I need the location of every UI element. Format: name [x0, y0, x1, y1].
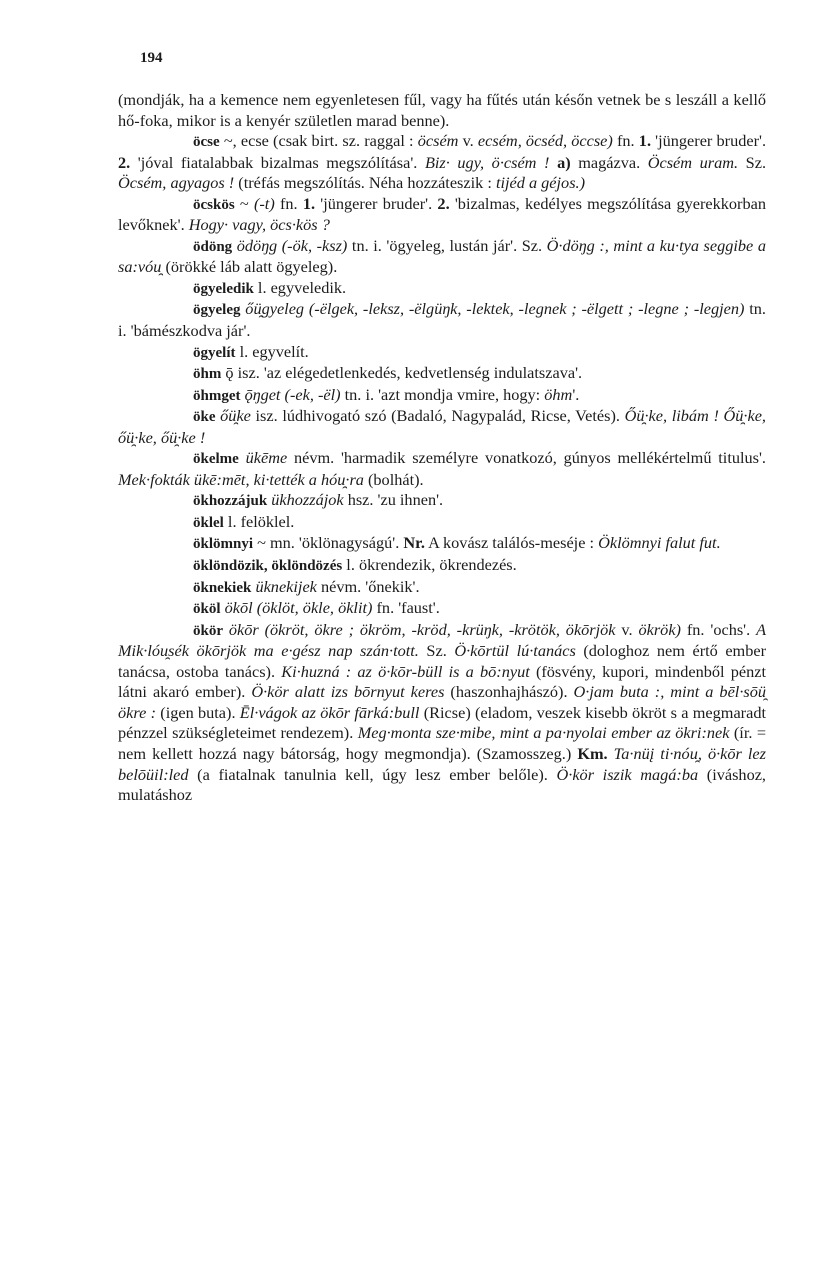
body-text: A kovász találós-meséje :: [424, 533, 599, 553]
body-text: (bolhát).: [363, 469, 424, 489]
body-text: Sz.: [738, 152, 767, 172]
headword: öhm: [193, 366, 222, 383]
italic-text: ökrök): [638, 619, 681, 639]
body-text: magázva.: [570, 152, 648, 172]
italic-text: őü̯ke: [220, 406, 251, 426]
dictionary-entry: [118, 278, 766, 300]
body-text: v.: [615, 619, 639, 639]
headword: ökhozzájuk: [193, 493, 268, 510]
italic-text: tijéd a géjos.): [495, 173, 586, 193]
dictionary-entry: [118, 598, 766, 620]
body-text: névm. 'őnekik'.: [316, 576, 420, 596]
italic-text: öcsém: [417, 131, 459, 151]
body-text: ~, ecse (csak birt. sz. raggal :: [219, 131, 418, 151]
body-text: (dologhoz nem értő ember tanácsa, ostoba tanács).: [118, 641, 767, 681]
italic-text: ecsém, öcséd, öccse): [477, 131, 613, 151]
dictionary-entry: [118, 577, 766, 599]
italic-text: ökōl (öklöt, ökle, öklit): [224, 598, 373, 618]
body-text: 'jóval fiatalabbak bizalmas megszólítása'.: [130, 152, 425, 172]
italic-text: Meg·monta sze·mibe, mint a pa·nyolai ember az ökri:nek: [357, 723, 730, 743]
headword: ökör: [193, 622, 223, 639]
body-text: Sz.: [418, 641, 455, 661]
body-text: '.: [572, 384, 580, 404]
bold-marker: 2.: [437, 193, 450, 213]
bold-marker: Km.: [577, 743, 608, 763]
body-text: 'jüngerer bruder'.: [315, 193, 438, 213]
body-text: (tréfás megszólítás. Néha hozzáteszik :: [234, 173, 496, 193]
body-text: isz. lúdhivogató szó (Badaló, Nagypalád, Ricse, Vetés).: [250, 406, 625, 426]
body-text: (igen buta).: [156, 702, 240, 722]
headword: öcskös: [193, 196, 235, 213]
italic-text: Hogy· vagy, öcs·kös ?: [188, 215, 330, 235]
italic-text: ödöŋg (-ök, -ksz): [236, 235, 348, 255]
headword: ököl: [193, 601, 221, 618]
bold-marker: a): [557, 152, 571, 172]
body-text: tn. i. 'ögyeleg, lustán jár'. Sz.: [347, 235, 547, 255]
dictionary-entry: [118, 490, 766, 512]
body-text: fn.: [612, 131, 639, 151]
body-text: (örökké láb alatt ögyeleg).: [161, 257, 338, 277]
dictionary-entry: [118, 236, 766, 278]
body-text: (ír. = nem kellett hozzá nagy bátorság, hogy megmondja). (Szamosszeg.): [118, 723, 767, 763]
headword: öcse: [193, 134, 220, 151]
italic-text: ökōr (ökröt, ökre ; ökröm, -kröd, -krüŋk, -krötök, ökōrjök: [228, 619, 616, 639]
headword: ökelme: [193, 451, 239, 468]
italic-text: őü̯gyeleg (-ëlgek, -leksz, -ëlgüŋk, -lektek, -legnek ; -ëlgett ; -legne ; -legjen): [245, 299, 745, 319]
body-text: l. ökrendezik, ökrendezés.: [342, 555, 517, 575]
headword: öhmget: [193, 387, 241, 404]
dictionary-entry: [118, 194, 766, 236]
bold-marker: Nr.: [403, 533, 425, 553]
body-text: ~ mn. 'öklönagyságú'.: [253, 533, 404, 553]
italic-text: Ö·kōrtül lú·tanács: [454, 641, 576, 661]
body-text: (haszonhajhászó).: [444, 682, 574, 702]
dictionary-entry: [118, 555, 766, 577]
italic-text: öhm: [544, 384, 573, 404]
italic-text: Öklömnyi falut fut.: [598, 533, 721, 553]
italic-text: Ö·kör iszik magá:ba: [556, 764, 699, 784]
dictionary-text: [118, 90, 766, 806]
headword: öklömnyi: [193, 536, 254, 553]
italic-text: (-t): [253, 193, 275, 213]
headword: ögyelít: [193, 344, 236, 361]
body-text: tn. i. 'bámészkodva jár'.: [118, 299, 766, 341]
italic-text: A Mik·lóu̯sék ökōrjök ma e·gész nap szán·tott.: [118, 619, 767, 661]
italic-text: Ta·nüį ti·nóu̯, ö·kōr lez belōüil:led: [118, 743, 766, 784]
italic-text: üknekijek: [255, 576, 317, 596]
italic-text: O·jam buta :, mint a bēl·sōü̯ ökre :: [118, 682, 767, 722]
italic-text: Biz· ugy, ö·csém !: [424, 152, 550, 172]
body-text: 'jüngerer bruder'.: [651, 131, 767, 151]
dictionary-entry: [118, 406, 766, 448]
headword: ögyeledik: [193, 280, 254, 297]
italic-text: ükēme: [245, 448, 288, 468]
headword: öke: [193, 409, 216, 426]
dictionary-entry: [118, 342, 766, 364]
body-text: (Ricse) (eladom, veszek kisebb ökröt s a megmaradt pénzzel szükségleteimet rendezem).: [118, 702, 766, 743]
headword: öklel: [193, 514, 224, 531]
dictionary-entry: [118, 620, 766, 806]
dictionary-entry: [118, 299, 766, 341]
italic-text: Ö·kör alatt izs bōrnyut keres: [251, 682, 445, 702]
italic-text: Öcsém, agyagos !: [118, 173, 235, 193]
headword: ögyeleg: [193, 302, 241, 319]
body-text: (mondják, ha a kemence nem egyenletesen fűl, vagy ha fűtés után későn vetnek be s leszáll a kellő hő-foka, mikor is a kenyér születlen marad benne).: [118, 90, 766, 130]
dictionary-entry: [118, 533, 766, 555]
dictionary-entry: [118, 363, 766, 385]
italic-text: Ēl·vágok az ökōr fārká:bull: [239, 702, 420, 722]
body-text: ǭ isz. 'az elégedetlenkedés, kedvetlenség indulatszava'.: [221, 363, 583, 383]
headword: öklöndözik, öklöndözés: [193, 558, 343, 575]
bold-marker: 2.: [118, 152, 131, 172]
body-text: 'bizalmas, kedélyes megszólítása gyerekkorban levőknek'.: [118, 193, 766, 235]
body-text: fn.: [274, 193, 303, 213]
headword: öknekiek: [193, 579, 252, 596]
italic-text: ǭŋget (-ek, -ël): [244, 384, 341, 404]
italic-text: Mek·fokták ükē:mēt, ki·tették a hóu̯·ra: [118, 469, 364, 489]
italic-text: Őü̯·ke, libám ! Őü̯·ke, őü̯·ke, őü̯·ke !: [118, 406, 766, 447]
body-text: névm. 'harmadik személyre vonatkozó, gúnyos mellékértelmű titulus'.: [287, 448, 766, 468]
dictionary-entry: [118, 131, 766, 194]
headword: ödöng: [193, 238, 233, 255]
italic-text: Öcsém uram.: [647, 152, 739, 172]
body-text: (a fiatalnak tanulnia kell, úgy lesz ember belőle).: [188, 764, 557, 784]
italic-text: Ö·döŋg :, mint a ku·tya seggibe a sa:vóu̯: [118, 235, 766, 277]
body-text: [549, 153, 557, 172]
dictionary-entry: [118, 448, 766, 490]
body-text: [239, 448, 246, 467]
body-text: l. felöklel.: [223, 511, 295, 531]
bold-marker: 1.: [638, 131, 652, 151]
body-text: hsz. 'zu ihnen'.: [343, 490, 444, 510]
body-text: l. egyveledik.: [253, 277, 347, 297]
dictionary-entry: [118, 512, 766, 534]
body-text: v.: [458, 131, 478, 151]
page-number: 194: [140, 50, 163, 66]
continuation-paragraph: [118, 90, 766, 131]
body-text: fn. 'faust'.: [372, 598, 440, 618]
italic-text: ükhozzájok: [271, 490, 344, 510]
body-text: l. egyvelít.: [235, 341, 309, 361]
body-text: (iváshoz, mulatáshoz: [118, 764, 767, 805]
body-text: fn. 'ochs'.: [680, 619, 757, 639]
body-text: (fösvény, kupori, mindenből pénzt látni akaró ember).: [118, 661, 766, 702]
dictionary-entry: [118, 385, 766, 407]
body-text: tn. i. 'azt mondja vmire, hogy:: [340, 384, 545, 404]
bold-marker: 1.: [302, 193, 316, 213]
body-text: ~: [234, 193, 254, 213]
italic-text: Ki·huzná : az ö·kōr-büll is a bō:nyut: [281, 661, 530, 681]
